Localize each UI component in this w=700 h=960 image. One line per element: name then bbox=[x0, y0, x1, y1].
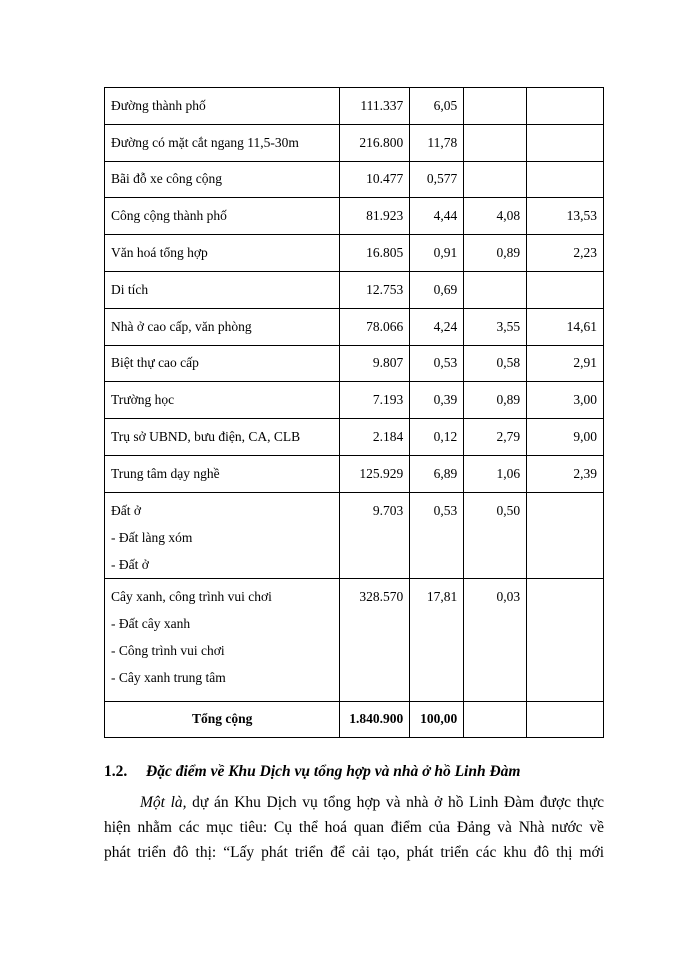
row-col5: 3,00 bbox=[527, 382, 604, 419]
row-col5 bbox=[527, 88, 604, 125]
row-col4: 0,89 bbox=[464, 235, 527, 272]
row-col5: 14,61 bbox=[527, 308, 604, 345]
row-name: Trung tâm dạy nghề bbox=[105, 455, 340, 492]
table-row bbox=[105, 124, 604, 161]
paragraph-line: phát triển đô thị: “Lấy phát triển để cải tạo, phát triển các khu đô thị mới bbox=[104, 844, 604, 861]
table-row bbox=[105, 455, 604, 492]
table-row bbox=[105, 419, 604, 456]
row-name: Bãi đỗ xe công cộng bbox=[105, 161, 340, 198]
row-percent: 0,53 bbox=[410, 345, 464, 382]
row-percent: 0,53 bbox=[410, 492, 464, 578]
table-row bbox=[105, 88, 604, 125]
table-row bbox=[105, 161, 604, 198]
row-subitem: - Cây xanh trung tâm bbox=[111, 669, 226, 685]
paragraph-line bbox=[104, 790, 604, 815]
row-col4: 2,79 bbox=[464, 419, 527, 456]
row-col5 bbox=[527, 124, 604, 161]
row-percent: 4,44 bbox=[410, 198, 464, 235]
row-area: 10.477 bbox=[340, 161, 410, 198]
paragraph-line1-text: dự án Khu Dịch vụ tổng hợp và nhà ở hồ Linh Đàm được thực bbox=[186, 794, 604, 811]
row-col5: 2,39 bbox=[527, 455, 604, 492]
row-col4 bbox=[464, 88, 527, 125]
row-name: Trụ sở UBND, bưu điện, CA, CLB bbox=[105, 419, 340, 456]
row-subitem: - Đất làng xóm bbox=[111, 529, 193, 545]
row-subitem: - Đất ở bbox=[111, 556, 149, 572]
table-row bbox=[105, 198, 604, 235]
table-row bbox=[105, 382, 604, 419]
row-area: 216.800 bbox=[340, 124, 410, 161]
total-label: Tổng cộng bbox=[105, 701, 340, 737]
row-percent: 0,39 bbox=[410, 382, 464, 419]
row-area: 81.923 bbox=[340, 198, 410, 235]
row-subitem: - Công trình vui chơi bbox=[111, 642, 225, 658]
row-area: 328.570 bbox=[340, 578, 410, 701]
paragraph-lead: Một là, bbox=[140, 794, 187, 811]
row-col4 bbox=[464, 161, 527, 198]
row-col4: 0,03 bbox=[464, 578, 527, 701]
row-area: 9.703 bbox=[340, 492, 410, 578]
row-percent: 0,69 bbox=[410, 271, 464, 308]
row-percent: 17,81 bbox=[410, 578, 464, 701]
row-area: 78.066 bbox=[340, 308, 410, 345]
row-percent: 6,05 bbox=[410, 88, 464, 125]
total-col4 bbox=[464, 701, 527, 737]
total-col5 bbox=[527, 701, 604, 737]
table-row-dat-o bbox=[105, 492, 604, 578]
row-subitem: - Đất cây xanh bbox=[111, 615, 191, 631]
row-col5: 2,91 bbox=[527, 345, 604, 382]
total-area: 1.840.900 bbox=[340, 701, 410, 737]
row-col4: 4,08 bbox=[464, 198, 527, 235]
row-name: Cây xanh, công trình vui chơi bbox=[111, 588, 272, 604]
row-col4: 3,55 bbox=[464, 308, 527, 345]
row-name: Đường có mặt cắt ngang 11,5-30m bbox=[105, 124, 340, 161]
row-name: Đất ở bbox=[111, 502, 142, 518]
row-col5 bbox=[527, 271, 604, 308]
table-row-total bbox=[105, 701, 604, 737]
paragraph-line: hiện nhằm các mục tiêu: Cụ thể hoá quan điểm của Đảng và Nhà nước về bbox=[104, 819, 604, 836]
row-percent: 11,78 bbox=[410, 124, 464, 161]
row-name-group bbox=[105, 578, 340, 701]
row-area: 125.929 bbox=[340, 455, 410, 492]
total-percent: 100,00 bbox=[410, 701, 464, 737]
row-name: Trường học bbox=[105, 382, 340, 419]
row-area: 16.805 bbox=[340, 235, 410, 272]
row-col4 bbox=[464, 124, 527, 161]
row-area: 9.807 bbox=[340, 345, 410, 382]
body-paragraph bbox=[104, 790, 604, 865]
row-percent: 4,24 bbox=[410, 308, 464, 345]
table-row bbox=[105, 271, 604, 308]
row-col5 bbox=[527, 578, 604, 701]
table-row-cay-xanh bbox=[105, 578, 604, 701]
row-col4 bbox=[464, 271, 527, 308]
row-col4: 0,58 bbox=[464, 345, 527, 382]
table-row bbox=[105, 308, 604, 345]
row-name: Đường thành phố bbox=[105, 88, 340, 125]
row-name: Biệt thự cao cấp bbox=[105, 345, 340, 382]
row-col4: 0,89 bbox=[464, 382, 527, 419]
row-col4: 0,50 bbox=[464, 492, 527, 578]
section-title: Đặc điểm về Khu Dịch vụ tổng hợp và nhà ở hồ Linh Đàm bbox=[146, 763, 521, 780]
table-row bbox=[105, 235, 604, 272]
row-percent: 0,12 bbox=[410, 419, 464, 456]
row-area: 7.193 bbox=[340, 382, 410, 419]
row-col5: 2,23 bbox=[527, 235, 604, 272]
row-area: 12.753 bbox=[340, 271, 410, 308]
row-col4: 1,06 bbox=[464, 455, 527, 492]
section-heading bbox=[104, 763, 624, 781]
row-name: Công cộng thành phố bbox=[105, 198, 340, 235]
land-use-table bbox=[104, 87, 604, 738]
row-name: Văn hoá tổng hợp bbox=[105, 235, 340, 272]
row-percent: 6,89 bbox=[410, 455, 464, 492]
row-col5 bbox=[527, 492, 604, 578]
table-row bbox=[105, 345, 604, 382]
row-name: Nhà ở cao cấp, văn phòng bbox=[105, 308, 340, 345]
section-number: 1.2. bbox=[104, 763, 128, 780]
row-name-group bbox=[105, 492, 340, 578]
row-name: Di tích bbox=[105, 271, 340, 308]
row-col5: 9,00 bbox=[527, 419, 604, 456]
row-col5: 13,53 bbox=[527, 198, 604, 235]
row-percent: 0,577 bbox=[410, 161, 464, 198]
row-percent: 0,91 bbox=[410, 235, 464, 272]
row-area: 2.184 bbox=[340, 419, 410, 456]
row-area: 111.337 bbox=[340, 88, 410, 125]
row-col5 bbox=[527, 161, 604, 198]
